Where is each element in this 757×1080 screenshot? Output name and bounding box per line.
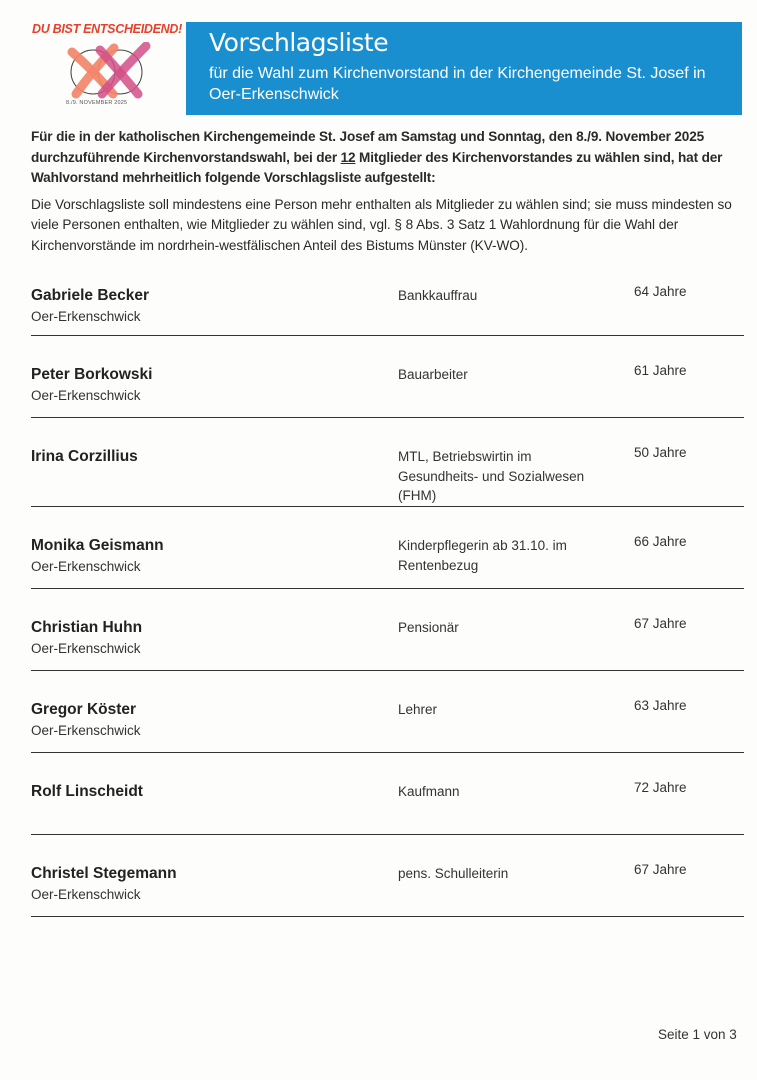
member-count: 12 xyxy=(340,149,356,165)
intro-text-1: Für die in der katholischen Kirchengemeinde St. Josef am Samstag und Sonntag, den 8./9. November 2025 durchzuführende Kirchenvorstandswahl, bei der xyxy=(31,129,705,165)
candidate-city: Oer-Erkenschwick xyxy=(31,559,141,574)
candidate-occupation: Bankkauffrau xyxy=(398,288,478,303)
logo-date: 8./9. NOVEMBER 2025 xyxy=(66,100,128,106)
candidate-row xyxy=(31,336,744,418)
candidate-occupation: MTL, Betriebswirtin im Gesundheits- und Sozialwesen (FHM) xyxy=(398,449,585,503)
candidate-name: Gabriele Becker xyxy=(31,287,150,304)
candidate-occupation: pens. Schulleiterin xyxy=(398,866,509,881)
candidate-row xyxy=(31,507,744,589)
title-banner xyxy=(186,22,742,115)
candidate-occupation: Bauarbeiter xyxy=(398,367,468,382)
candidate-name: Peter Borkowski xyxy=(31,366,153,383)
candidate-name: Gregor Köster xyxy=(31,701,137,718)
candidate-row xyxy=(31,835,744,917)
candidate-city: Oer-Erkenschwick xyxy=(31,388,141,403)
candidate-name: Christian Huhn xyxy=(31,619,143,636)
candidate-age: 64 Jahre xyxy=(634,284,687,299)
candidate-age: 72 Jahre xyxy=(634,780,687,795)
two-ballot-crosses-icon xyxy=(58,42,158,100)
candidate-age: 63 Jahre xyxy=(634,698,687,713)
page-subtitle: für die Wahl zum Kirchenvorstand in der Kirchengemeinde St. Josef in Oer-Erkenschwick xyxy=(209,65,706,103)
candidate-city: Oer-Erkenschwick xyxy=(31,887,141,902)
intro-note: Die Vorschlagsliste soll mindestens eine Person mehr enthalten als Mitglieder zu wählen sind; sie muss mindesten so viele Personen enthalten, wie Mitglieder zu wählen sind, vgl. § 8 Abs. 3 Satz 1 Wahlordnung für die Wahl der Kirchenvorstände im nordrhein-westfälischen Anteil des Bistums Münster (KV-WO). xyxy=(31,196,732,253)
candidate-row xyxy=(31,283,744,336)
candidate-row xyxy=(31,671,744,753)
intro-statement xyxy=(31,127,741,189)
candidate-occupation: Lehrer xyxy=(398,702,438,717)
candidate-name: Rolf Linscheidt xyxy=(31,783,143,800)
candidate-row xyxy=(31,418,744,507)
intro-text-2: Mitglieder des Kirchenvorstandes zu wählen sind, hat der Wahlvorstand mehrheitlich folgende Vorschlagsliste aufgestellt: xyxy=(31,149,723,185)
election-logo xyxy=(28,20,188,115)
page-title: Vorschlagsliste xyxy=(209,28,389,57)
candidate-age: 66 Jahre xyxy=(634,534,687,549)
candidate-age: 67 Jahre xyxy=(634,616,687,631)
candidate-city: Oer-Erkenschwick xyxy=(31,641,141,656)
candidate-city: Oer-Erkenschwick xyxy=(31,309,141,324)
candidate-occupation: Kinderpflegerin ab 31.10. im Rentenbezug xyxy=(398,538,567,573)
candidate-name: Monika Geismann xyxy=(31,537,164,554)
page-number: Seite 1 von 3 xyxy=(658,1027,737,1042)
candidate-row xyxy=(31,753,744,835)
intro-section xyxy=(31,127,741,256)
candidate-occupation: Kaufmann xyxy=(398,784,460,799)
candidate-age: 50 Jahre xyxy=(634,445,687,460)
candidate-name: Christel Stegemann xyxy=(31,865,177,882)
candidate-name: Irina Corzillius xyxy=(31,448,138,465)
candidate-row xyxy=(31,589,744,671)
candidate-age: 67 Jahre xyxy=(634,862,687,877)
candidate-city: Oer-Erkenschwick xyxy=(31,723,141,738)
candidate-occupation: Pensionär xyxy=(398,620,459,635)
candidate-list xyxy=(31,283,744,917)
logo-slogan: DU BIST ENTSCHEIDEND! xyxy=(32,22,182,36)
candidate-age: 61 Jahre xyxy=(634,363,687,378)
